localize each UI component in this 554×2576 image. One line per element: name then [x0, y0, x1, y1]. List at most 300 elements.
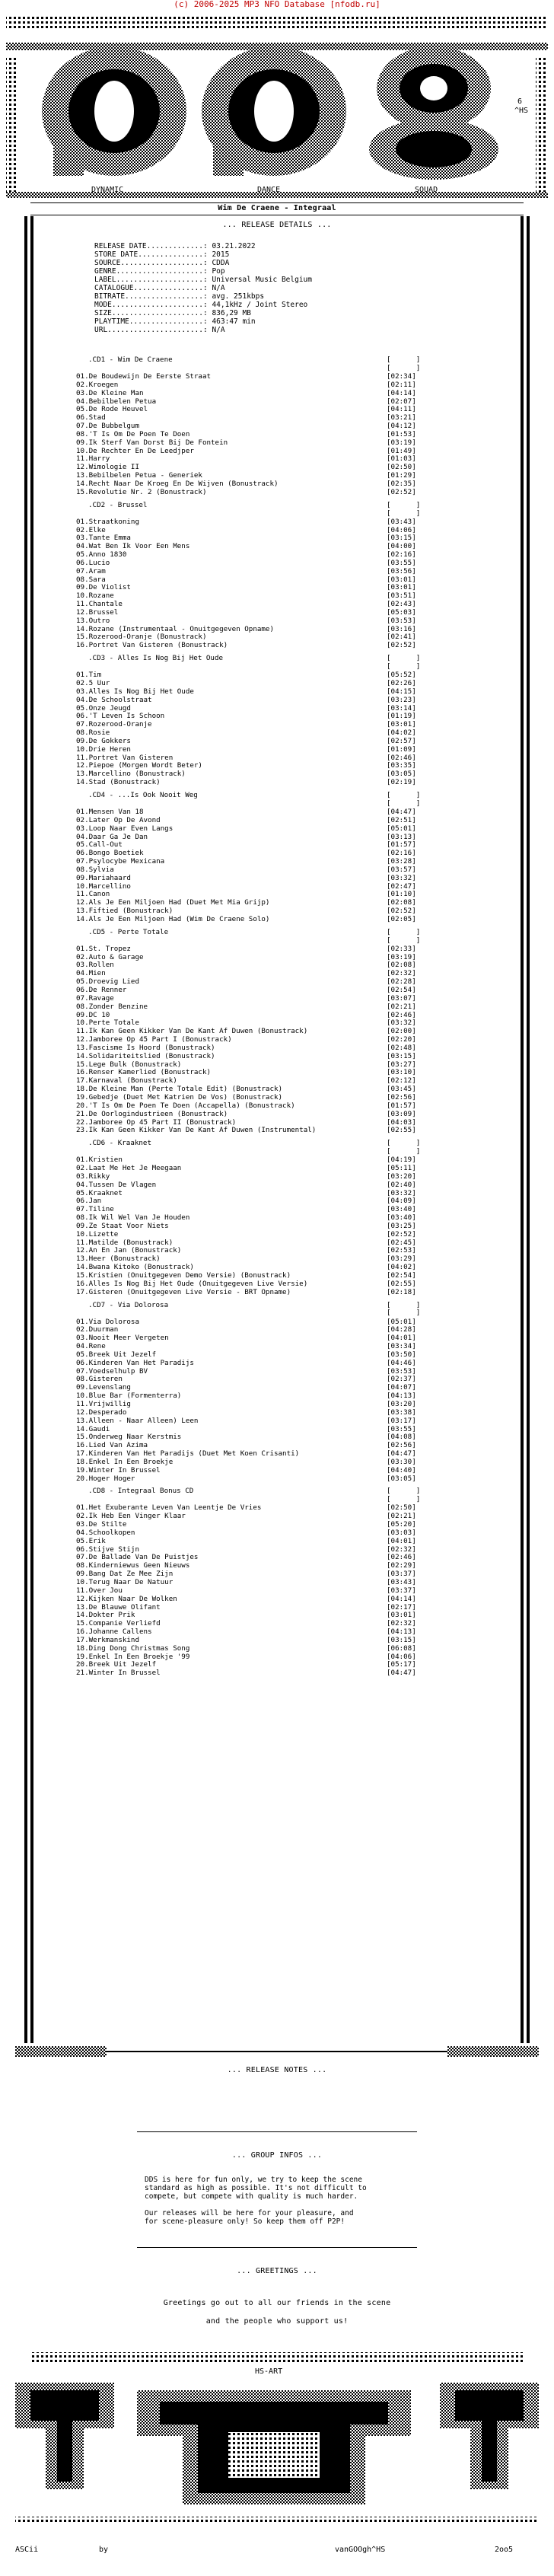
track-duration: [04:14] — [387, 388, 416, 397]
track-title: 12.Als Je Een Miljoen Had (Duet Met Mia Grijp) — [76, 899, 270, 907]
track-title: 05.Anno 1830 — [76, 551, 127, 560]
track-duration: [02:54] — [387, 1271, 416, 1280]
track-row — [76, 746, 472, 754]
track-duration-value: 04:06 — [390, 525, 412, 534]
track-title: 17.Kinderen Van Het Paradijs (Duet Met Koen Crisanti) — [76, 1450, 300, 1459]
track-duration-value: 01:57 — [390, 840, 412, 850]
track-duration: [02:53] — [387, 1246, 416, 1255]
track-duration: [03:14] — [387, 703, 416, 713]
track-title: 08.Sara — [76, 575, 106, 584]
track-duration-value: 02:26 — [390, 679, 412, 687]
track-duration-value: 03:20 — [390, 1399, 412, 1408]
track-duration-value: 02:56 — [390, 1441, 412, 1450]
cd-title: .CD5 - Perte Totale — [88, 927, 169, 936]
track-row — [76, 875, 472, 883]
track-title: 13.Fiftied (Bonustrack) — [76, 907, 174, 916]
track-duration-value: 03:05 — [390, 1474, 412, 1483]
track-duration-value: 01:03 — [390, 454, 412, 464]
track-title: 18.Ding Dong Christmas Song — [76, 1644, 190, 1653]
track-duration: [05:17] — [387, 1660, 416, 1669]
track-title: 15.Lege Bulk (Bonustrack) — [76, 1060, 182, 1069]
track-duration: [02:45] — [387, 1238, 416, 1247]
track-row — [76, 1127, 472, 1135]
track-duration-value: 04:14 — [390, 1594, 412, 1603]
track-title: 04.Schoolkopen — [76, 1529, 135, 1537]
release-info-key: GENRE....................: — [94, 267, 208, 276]
cd-block — [76, 929, 472, 1135]
track-duration: [02:54] — [387, 986, 416, 994]
track-duration: [03:19] — [387, 952, 416, 961]
track-duration-value: 03:29 — [390, 1255, 412, 1264]
cd-title-row — [76, 356, 472, 373]
track-title: 23.Ik Kan Geen Kikker Van De Kant Af Duwen (Instrumental) — [76, 1127, 317, 1135]
track-title: 09.De Gokkers — [76, 737, 131, 745]
track-title: 12.Kijken Naar De Wolken — [76, 1595, 177, 1603]
track-duration: [03:15] — [387, 534, 416, 543]
track-title: 21.Winter In Brussel — [76, 1669, 161, 1678]
release-info-row — [94, 276, 490, 284]
release-info-row — [94, 317, 490, 326]
track-duration-value: 03:55 — [390, 558, 412, 567]
track-duration: [02:32] — [387, 969, 416, 978]
track-duration: [03:19] — [387, 438, 416, 447]
track-duration-value: 04:14 — [390, 388, 412, 397]
track-duration: [04:40] — [387, 1465, 416, 1475]
track-duration-value: 02:43 — [390, 600, 412, 609]
track-duration: [04:13] — [387, 1392, 416, 1401]
track-title: 09.Mariahaard — [76, 874, 131, 882]
track-duration: [03:55] — [387, 558, 416, 567]
cd-title: .CD4 - ...Is Ook Nooit Weg — [88, 790, 198, 799]
track-title: 16.Johanne Callens — [76, 1628, 152, 1637]
track-title: 21.De Oorlogindustrieen (Bonustrack) — [76, 1110, 228, 1118]
track-duration-value: 03:53 — [390, 1366, 412, 1376]
track-duration-value: 03:37 — [390, 1570, 412, 1579]
release-info-key: STORE DATE...............: — [94, 250, 208, 259]
track-duration-value: 03:35 — [390, 761, 412, 770]
cd-title: .CD6 - Kraaknet — [88, 1139, 151, 1148]
track-duration-value: 02:52 — [390, 1229, 412, 1239]
track-duration: [03:15] — [387, 1635, 416, 1644]
group-info-block — [145, 2176, 419, 2226]
track-duration: [04:46] — [387, 1358, 416, 1367]
track-duration-value: 02:17 — [390, 1602, 412, 1612]
track-duration: [04:28] — [387, 1325, 416, 1334]
track-row — [76, 1360, 472, 1368]
track-title: 18.Enkel In Een Broekje — [76, 1458, 174, 1466]
dds-logo — [0, 12, 554, 202]
track-duration-value: 02:21 — [390, 1002, 412, 1011]
release-info-value: CDDA — [212, 259, 230, 267]
greetings-line-1: Greetings go out to all our friends in the scene — [163, 2299, 391, 2307]
track-title: 15.Kristien (Onuitgegeven Demo Versie) (Bonustrack) — [76, 1272, 291, 1280]
track-duration: [02:32] — [387, 1619, 416, 1628]
track-duration-value: 03:40 — [390, 1205, 412, 1214]
track-duration-value: 02:21 — [390, 1512, 412, 1521]
release-info-row — [94, 292, 490, 301]
track-duration-value: 04:13 — [390, 1628, 412, 1637]
cd-title-bracket: [ ] [ ] — [387, 654, 421, 671]
track-duration: [05:01] — [387, 824, 416, 833]
release-info-value: N/A — [212, 284, 225, 292]
track-row — [76, 1538, 472, 1546]
track-duration-value: 04:03 — [390, 1117, 412, 1127]
track-duration-value: 02:56 — [390, 1092, 412, 1101]
track-duration: [02:29] — [387, 1561, 416, 1570]
track-duration: [03:21] — [387, 413, 416, 422]
track-duration-value: 03:15 — [390, 1635, 412, 1644]
release-info-key: MODE.....................: — [94, 301, 208, 309]
track-title: 18.De Kleine Man (Perte Totale Edit) (Bonustrack) — [76, 1086, 283, 1094]
track-duration-value: 04:00 — [390, 542, 412, 551]
track-duration: [03:13] — [387, 832, 416, 841]
track-duration: [02:35] — [387, 479, 416, 488]
track-duration-value: 05:11 — [390, 1164, 412, 1173]
track-row — [76, 390, 472, 398]
track-title: 01.Via Dolorosa — [76, 1318, 139, 1326]
track-title: 19.Enkel In Een Broekje '99 — [76, 1653, 190, 1661]
track-duration: [01:57] — [387, 1101, 416, 1110]
track-title: 14.Dokter Prik — [76, 1612, 135, 1620]
track-duration: [02:21] — [387, 1512, 416, 1521]
track-title: 03.De Stilte — [76, 1521, 127, 1529]
track-title: 07.Voedselhulp BV — [76, 1367, 148, 1376]
track-title: 04.Rene — [76, 1343, 106, 1351]
track-duration-value: 02:50 — [390, 463, 412, 472]
track-duration-value: 02:47 — [390, 882, 412, 891]
track-duration-value: 02:11 — [390, 380, 412, 389]
track-row — [76, 1669, 472, 1678]
track-duration-value: 03:50 — [390, 1350, 412, 1359]
track-title: 02.Kroegen — [76, 381, 119, 389]
track-duration: [04:14] — [387, 1594, 416, 1603]
track-row — [76, 1645, 472, 1653]
track-row — [76, 1467, 472, 1475]
track-title: 13.Heer (Bonustrack) — [76, 1255, 161, 1264]
track-duration: [02:16] — [387, 550, 416, 560]
track-duration-value: 04:15 — [390, 687, 412, 696]
release-info-row — [94, 267, 490, 276]
track-row — [76, 1231, 472, 1239]
track-title: 11.Vrijwillig — [76, 1400, 131, 1408]
track-title: 13.Outro — [76, 617, 110, 625]
track-title: 10.Terug Naar De Natuur — [76, 1579, 174, 1586]
track-duration-value: 03:17 — [390, 1416, 412, 1425]
track-title: 11.Chantale — [76, 601, 123, 609]
track-duration: [02:56] — [387, 1092, 416, 1101]
cd-title-row — [76, 502, 472, 518]
track-row — [76, 518, 472, 527]
track-duration-value: 02:51 — [390, 815, 412, 824]
track-duration: [03:53] — [387, 616, 416, 625]
track-duration-value: 02:33 — [390, 944, 412, 953]
track-duration: [04:12] — [387, 422, 416, 431]
track-title: 10.De Rechter En De Leedjper — [76, 447, 194, 455]
track-title: 09.Bang Dat Ze Mee Zijn — [76, 1570, 174, 1579]
track-title: 14.Solidariteitslied (Bonustrack) — [76, 1052, 215, 1060]
track-title: 12.Brussel — [76, 608, 119, 617]
track-title: 16.Renser Kamerlied (Bonustrack) — [76, 1069, 212, 1077]
track-duration-value: 05:01 — [390, 1317, 412, 1326]
cd-title-bracket: [ ] [ ] — [387, 790, 421, 808]
track-title: 11.Harry — [76, 455, 110, 464]
nfodb-link[interactable]: (c) 2006-2025 MP3 NFO Database [nfodb.ru] — [174, 0, 380, 9]
track-duration: [02:21] — [387, 1002, 416, 1011]
track-duration: [03:56] — [387, 566, 416, 575]
track-title: 10.Lizette — [76, 1230, 119, 1239]
release-details-header: ... RELEASE DETAILS ... — [222, 221, 332, 229]
track-duration-value: 02:32 — [390, 1545, 412, 1554]
track-row — [76, 779, 472, 787]
track-duration: [03:51] — [387, 591, 416, 601]
track-duration-value: 05:01 — [390, 824, 412, 833]
track-duration: [03:32] — [387, 1019, 416, 1028]
track-title: 17.Werkmanskind — [76, 1636, 139, 1644]
track-title: 10.Blue Bar (Formenterra) — [76, 1392, 182, 1401]
track-duration-value: 03:43 — [390, 1578, 412, 1586]
track-row — [76, 642, 472, 650]
track-title: 07.Ravage — [76, 994, 114, 1003]
track-duration: [04:01] — [387, 1536, 416, 1545]
track-duration: [02:50] — [387, 1503, 416, 1513]
track-title: 04.Tussen De Vlagen — [76, 1181, 157, 1189]
by-label: by — [99, 2546, 109, 2554]
track-title: 04.Daar Ga Je Dan — [76, 833, 148, 841]
track-title: 01.St. Tropez — [76, 945, 131, 953]
track-title: 05.Droevig Lied — [76, 978, 139, 987]
track-row — [76, 1289, 472, 1297]
track-duration: [02:56] — [387, 1441, 416, 1450]
tracklist-block — [76, 356, 472, 1682]
track-duration: [04:01] — [387, 1334, 416, 1343]
group-info-line: compete, but compete with quality is much harder. — [145, 2192, 358, 2201]
track-duration: [04:47] — [387, 1669, 416, 1678]
cd-block — [76, 655, 472, 787]
track-duration-value: 02:40 — [390, 1180, 412, 1189]
release-info-key: LABEL....................: — [94, 276, 208, 284]
track-title: 01.Kristien — [76, 1156, 123, 1165]
track-duration: [06:08] — [387, 1643, 416, 1653]
track-duration: [02:26] — [387, 679, 416, 687]
track-title: 05.Call-Out — [76, 841, 123, 850]
cd-title: .CD1 - Wim De Craene — [88, 355, 173, 364]
track-title: 13.Bebilbelen Petua - Generiek — [76, 472, 202, 480]
track-title: 13.Alleen - Naar Alleen) Leen — [76, 1417, 199, 1425]
track-duration-value: 02:37 — [390, 1375, 412, 1384]
track-title: 02.Auto & Garage — [76, 953, 144, 961]
track-title: 17.Gisteren (Onuitgegeven Live Versie - BRT Opname) — [76, 1288, 291, 1296]
track-duration-value: 02:52 — [390, 641, 412, 650]
track-title: 05.Erik — [76, 1537, 106, 1545]
track-title: 19.Winter In Brussel — [76, 1466, 161, 1475]
track-duration-value: 03:53 — [390, 616, 412, 625]
track-duration: [02:37] — [387, 1375, 416, 1384]
track-title: 06.Lucio — [76, 559, 110, 567]
track-row — [76, 825, 472, 834]
track-duration-value: 03:28 — [390, 857, 412, 866]
track-title: 07.Psylocybe Mexicana — [76, 858, 165, 866]
release-info-row — [94, 326, 490, 334]
track-title: 08.Zonder Benzine — [76, 1003, 148, 1011]
track-title: 05.De Rode Heuvel — [76, 406, 148, 414]
group-rule — [137, 2247, 417, 2248]
track-duration: [01:49] — [387, 446, 416, 455]
release-info-block — [94, 242, 490, 334]
track-duration-value: 03:19 — [390, 438, 412, 447]
track-duration-value: 03:32 — [390, 1019, 412, 1028]
track-duration: [02:28] — [387, 977, 416, 987]
track-title: 02.Duurman — [76, 1326, 119, 1334]
track-duration-value: 03:45 — [390, 1085, 412, 1094]
track-duration: [03:01] — [387, 1611, 416, 1620]
track-title: 14.Rozane (Instrumentaal - Onuitgegeven Opname) — [76, 625, 274, 633]
track-duration-value: 01:53 — [390, 429, 412, 438]
track-duration-value: 02:28 — [390, 977, 412, 987]
track-duration: [03:43] — [387, 1578, 416, 1586]
track-duration-value: 03:23 — [390, 695, 412, 704]
track-title: 05.Kraaknet — [76, 1189, 123, 1197]
track-title: 05.Breek Uit Jezelf — [76, 1350, 157, 1359]
logo-label-dance: DANCE — [257, 186, 281, 194]
track-duration: [02:40] — [387, 1180, 416, 1189]
track-title: 06.Jan — [76, 1197, 102, 1206]
track-duration-value: 02:55 — [390, 1126, 412, 1135]
track-title: 01.Tim — [76, 671, 102, 680]
track-title: 11.Over Jou — [76, 1586, 123, 1595]
track-duration-value: 03:32 — [390, 873, 412, 882]
track-duration-value: 02:20 — [390, 1035, 412, 1044]
track-duration: [04:00] — [387, 542, 416, 551]
release-info-row — [94, 259, 490, 267]
track-duration: [04:08] — [387, 1433, 416, 1442]
track-duration: [03:50] — [387, 1350, 416, 1359]
greetings-header: ... GREETINGS ... — [237, 2267, 317, 2275]
track-duration-value: 02:05 — [390, 914, 412, 923]
logo-label-dynamic: DYNAMIC — [91, 186, 124, 194]
track-title: 19.Gebedje (Duet Met Katrien De Vos) (Bonustrack) — [76, 1093, 283, 1101]
track-duration-value: 05:17 — [390, 1660, 412, 1669]
track-duration-value: 03:10 — [390, 1068, 412, 1077]
track-duration: [03:25] — [387, 1221, 416, 1230]
track-duration-value: 02:41 — [390, 633, 412, 642]
track-title: 01.Straatkoning — [76, 518, 139, 526]
release-info-row — [94, 242, 490, 250]
track-duration: [02:18] — [387, 1287, 416, 1296]
track-duration-value: 02:19 — [390, 778, 412, 787]
logo-mark-bottom: ^HS — [514, 107, 529, 115]
track-title: 15.Onderweg Naar Kerstmis — [76, 1433, 182, 1442]
track-duration-value: 02:46 — [390, 1553, 412, 1562]
track-duration: [04:13] — [387, 1628, 416, 1637]
track-duration: [03:03] — [387, 1528, 416, 1537]
track-duration-value: 02:12 — [390, 1076, 412, 1086]
release-info-value: avg. 251kbps — [212, 292, 265, 301]
cd-title-row — [76, 1140, 472, 1156]
track-duration: [05:20] — [387, 1520, 416, 1529]
notes-rule — [137, 2131, 417, 2132]
track-duration-value: 02:29 — [390, 1561, 412, 1570]
track-duration-value: 03:27 — [390, 1060, 412, 1069]
group-info-line: for scene-pleasure only! So keep them off P2P! — [145, 2217, 345, 2226]
track-title: 10.Drie Heren — [76, 745, 131, 754]
track-title: 02.Laat Me Het Je Meegaan — [76, 1165, 182, 1173]
track-title: 02.Ik Heb Een Vinger Klaar — [76, 1513, 186, 1521]
release-info-value: 03.21.2022 — [212, 242, 256, 250]
track-duration: [03:01] — [387, 583, 416, 592]
track-title: 15.Revolutie Nr. 2 (Bonustrack) — [76, 488, 207, 496]
track-duration-value: 04:02 — [390, 1263, 412, 1272]
track-duration-value: 01:19 — [390, 712, 412, 721]
cd-title: .CD7 - Via Dolorosa — [88, 1300, 169, 1309]
track-duration-value: 03:34 — [390, 1342, 412, 1351]
track-duration-value: 03:38 — [390, 1408, 412, 1417]
track-duration-value: 03:21 — [390, 413, 412, 422]
track-title: 10.Rozane — [76, 592, 114, 601]
cd-title-row — [76, 1302, 472, 1318]
track-duration-value: 04:12 — [390, 422, 412, 431]
track-duration: [03:17] — [387, 1416, 416, 1425]
track-title: 07.Tiline — [76, 1206, 114, 1214]
track-title: 07.Rozerood-Oranje — [76, 721, 152, 729]
track-duration-value: 02:46 — [390, 1010, 412, 1019]
track-duration: [03:20] — [387, 1172, 416, 1181]
track-title: 01.De Boudewijn De Eerste Straat — [76, 373, 212, 381]
release-info-value: 44,1kHz / Joint Stereo — [212, 301, 308, 309]
track-duration-value: 04:47 — [390, 1449, 412, 1459]
track-duration-value: 04:01 — [390, 1334, 412, 1343]
track-title: 12.Piepoe (Morgen Wordt Beter) — [76, 762, 202, 770]
logo-labels — [0, 186, 554, 196]
track-duration-value: 04:11 — [390, 405, 412, 414]
track-duration: [03:37] — [387, 1570, 416, 1579]
track-row — [76, 568, 472, 576]
release-info-row — [94, 250, 490, 259]
track-duration-value: 02:55 — [390, 1279, 412, 1288]
track-duration-value: 03:57 — [390, 865, 412, 874]
track-title: 06.Stad — [76, 414, 106, 422]
track-duration: [02:33] — [387, 944, 416, 953]
track-duration: [04:02] — [387, 728, 416, 738]
track-duration-value: 04:47 — [390, 807, 412, 816]
cd-title-bracket: [ ] [ ] — [387, 500, 421, 518]
track-duration: [02:51] — [387, 815, 416, 824]
track-duration-value: 06:08 — [390, 1643, 412, 1653]
track-duration: [03:38] — [387, 1408, 416, 1417]
track-duration: [02:07] — [387, 397, 416, 406]
track-duration-value: 02:45 — [390, 1238, 412, 1247]
track-duration: [03:53] — [387, 1366, 416, 1376]
release-info-row — [94, 301, 490, 309]
track-title: 08.Rosie — [76, 729, 110, 738]
track-duration: [02:16] — [387, 849, 416, 858]
track-duration-value: 04:46 — [390, 1358, 412, 1367]
track-duration-value: 03:01 — [390, 720, 412, 729]
track-title: 11.Portret Van Gisteren — [76, 754, 174, 762]
track-duration-value: 03:14 — [390, 703, 412, 713]
track-title: 03.Loop Naar Even Langs — [76, 824, 174, 833]
track-title: 04.Mien — [76, 970, 106, 978]
track-duration: [04:11] — [387, 405, 416, 414]
track-duration-value: 04:07 — [390, 1383, 412, 1392]
track-duration-value: 03:55 — [390, 1424, 412, 1433]
track-duration-value: 03:32 — [390, 1188, 412, 1197]
track-duration: [05:01] — [387, 1317, 416, 1326]
release-info-key: PLAYTIME.................: — [94, 317, 208, 326]
cd-title: .CD2 - Brussel — [88, 500, 148, 509]
track-row — [76, 1417, 472, 1426]
track-title: 12.Jamboree Op 45 Part I (Bonustrack) — [76, 1036, 232, 1044]
track-duration: [03:40] — [387, 1205, 416, 1214]
